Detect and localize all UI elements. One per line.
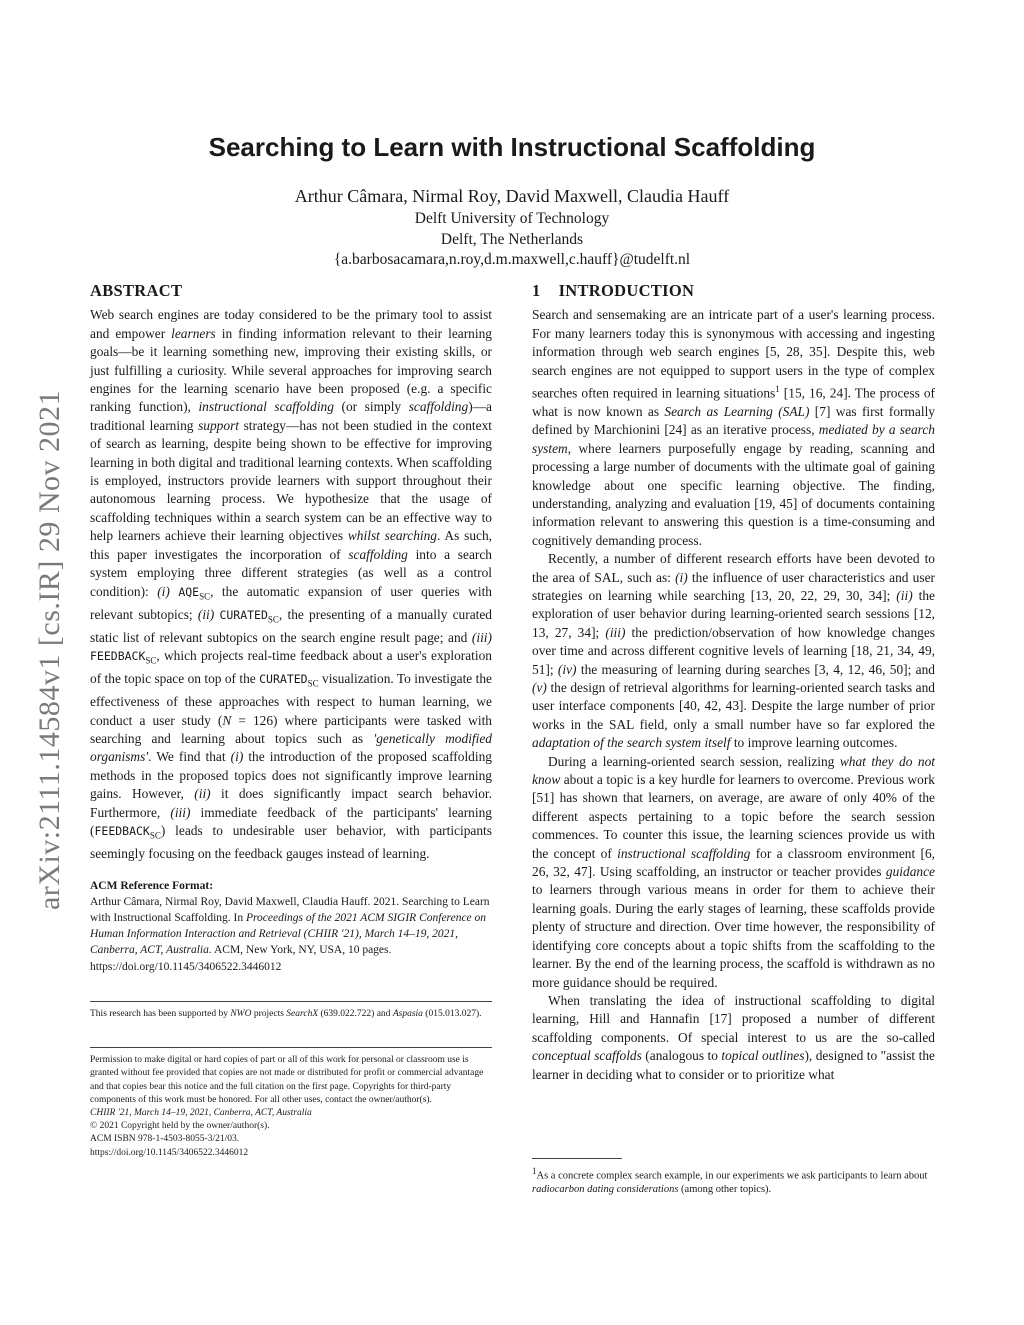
left-column <box>90 282 492 1160</box>
funding-note: This research has been supported by NWO projects SearchX (639.022.722) and Aspasia (015.013.027). <box>90 1009 482 1020</box>
permission-divider <box>90 1047 492 1048</box>
arxiv-sidebar <box>30 350 70 950</box>
abstract-text: Web search engines are today considered to be the primary tool to assist and empower learners in finding information relevant to their learning goals—be it learning something new, improving their existing skills, or just fulfilling a curiosity. While several approaches for improving search engines for the learning scenario have been proposed (e.g. a specific ranking function), instructional scaffolding (or simply scaffolding)—a traditional learning support strategy—has not been studied in the context of search as learning, despite being shown to be effective for improving learning in both digital and traditional learning contexts. When scaffolding is employed, instructors provide learners with support throughout their autonomous learning process. We hypothesize that the usage of scaffolding techniques within a search system can be an effective way to help learners achieve their learning objectives whilst searching. As such, this paper investigates the incorporation of scaffolding into a search system employing three different strategies (as well as a control condition): (i) $AQE_{SC}$, the automatic expansion of user queries with relevant subtopics; (ii) $CURATED_{SC}$, the presenting of a manually curated static list of relevant subtopics on the search engine result page; and (iii) $FEEDBACK_{SC}$, which projects real-time feedback about a user's exploration of the topic space on top of the $CURATED_{SC}$ visualization. To investigate the effectiveness of these approaches with respect to human learning, we conduct a user study (N = 126) where participants were tasked with searching and learning about topics such as 'genetically modified organisms'. We find that (i) the introduction of the proposed scaffolding methods in the proposed topics does not significantly improve learning gains. However, (ii) it does significantly impact search behavior. Furthermore, (iii) immediate feedback of the participants' learning $(FEEDBACK_{SC})$ leads to undesirable user behavior, with participants seemingly focusing on the feedback gauges instead of learning. <box>90 307 492 862</box>
copyright-line: © 2021 Copyright held by the owner/author(s). <box>90 1121 270 1132</box>
intro-paragraph-4: When translating the idea of instructional scaffolding to digital learning, Hill and Hannafin [17] proposed a number of different scaffolding components. Of special interest to us are the so-called conceptual scaffolds (analogous to topical outlines), designed to "assist the learner in deciding what to consider or to prioritize what <box>532 992 935 1082</box>
author-list: Arthur Câmara, Nirmal Roy, David Maxwell, Claudia Hauff <box>294 186 730 206</box>
footnote-rule <box>532 1158 622 1159</box>
footnote <box>532 1158 935 1197</box>
author-emails: {a.barbosacamara,n.roy,d.m.maxwell,c.hauff}@tudelft.nl <box>333 251 691 268</box>
affiliation: Delft University of Technology <box>414 210 610 227</box>
doi-line[interactable]: https://doi.org/10.1145/3406522.3446012 <box>90 1147 249 1158</box>
location: Delft, The Netherlands <box>440 231 584 248</box>
right-column <box>532 282 935 1084</box>
intro-heading: 1 INTRODUCTION <box>532 281 695 300</box>
paper-title: Searching to Learn with Instructional Scaffolding <box>208 132 816 162</box>
permission-block <box>90 1054 492 1160</box>
footnote-divider <box>90 1001 492 1002</box>
intro-paragraph-3: During a learning-oriented search session, realizing what they do not know about a topic is a key hurdle for learners to overcome. Previous work [51] has shown that learners, on average, are aware of only 40% of the different aspects pertaining to a topic before the search session commences. To counter this issue, the learning sciences provide us with the concept of instructional scaffolding for a classroom environment [6, 26, 32, 47]. Using scaffolding, an instructor or teacher provides guidance to learners through various means in order for them to achieve their learning goals. During the early stages of learning, these scaffolds provide plenty of structure and direction. Over time however, the responsibility of identifying core concepts about a topic shifts from the scaffolding to the learner. By the end of the learning process, the scaffold is withdrawn as no more guidance should be required. <box>532 753 936 990</box>
acm-reference-text: Arthur Câmara, Nirmal Roy, David Maxwell, Claudia Hauff. 2021. Searching to Learn with Instructional Scaffolding. In Proceedings of the 2021 ACM SIGIR Conference on Human Information Interaction and Retrieval (CHIIR '21), March 14–19, 2021, Canberra, ACT, Australia. ACM, New York, NY, USA, 10 pages. https://doi.org/10.1145/3406522.3446012 <box>90 895 490 973</box>
abstract-heading: ABSTRACT <box>90 281 183 300</box>
permission-text: Permission to make digital or hard copies of part or all of this work for personal or classroom use is granted without fee provided that copies are not made or distributed for profit or commercial advantage and that copies bear this notice and the full citation on the first page. Copyrights for third-party components of this work must be honored. For all other uses, contact the owner/author(s). <box>90 1055 484 1105</box>
intro-paragraph-1: Search and sensemaking are an intricate part of a user's learning process. For many learners today this is synonymous with accessing and ingesting information through web search engines [5, 28, 35]. Despite this, web search engines are not equipped to support users in the type of complex searches often required in learning situations$^1$ [15, 16, 24]. The process of what is now known as Search as Learning (SAL) [7] was first formally defined by Marchionini [24] as an iterative process, mediated by a search system, where learners purposefully engage by reading, scanning and processing a large number of documents with the ultimate goal of gaining knowledge about one specific learning objective. The finding, understanding, analyzing and evaluation [19, 45] of documents containing information relevant to answering this question is a time-consuming and cognitively demanding process. <box>532 307 935 548</box>
arxiv-identifier: arXiv:2111.14584v1 [cs.IR] 29 Nov 2021 <box>33 389 66 911</box>
acm-reference-heading: ACM Reference Format: <box>90 879 214 892</box>
footnote-text: $^1$As a concrete complex search example, in our experiments we ask participants to learn about radiocarbon dating considerations (among other topics). <box>532 1166 928 1195</box>
intro-paragraph-2: Recently, a number of different research efforts have been devoted to the area of SAL, such as: (i) the influence of user characteristics and user strategies on learning while searching [13, 20, 22, 29, 30, 34]; (ii) the exploration of user behavior during learning-oriented search sessions [12, 13, 27, 34]; (iii) the prediction/observation of how knowledge changes over time and across different cognitive levels of learning [18, 21, 34, 49, 51]; (iv) the measuring of learning during searches [3, 4, 12, 46, 50]; and (v) the design of retrieval algorithms for learning-oriented search tasks and user interface components [40, 42, 43]. Despite the large number of prior works in the SAL field, only a small number have so far explored the adaptation of the search system itself to improve learning outcomes. <box>532 551 936 751</box>
venue-line: CHIIR '21, March 14–19, 2021, Canberra, ACT, Australia <box>90 1108 312 1119</box>
isbn-line: ACM ISBN 978-1-4503-8055-3/21/03. <box>90 1134 240 1145</box>
